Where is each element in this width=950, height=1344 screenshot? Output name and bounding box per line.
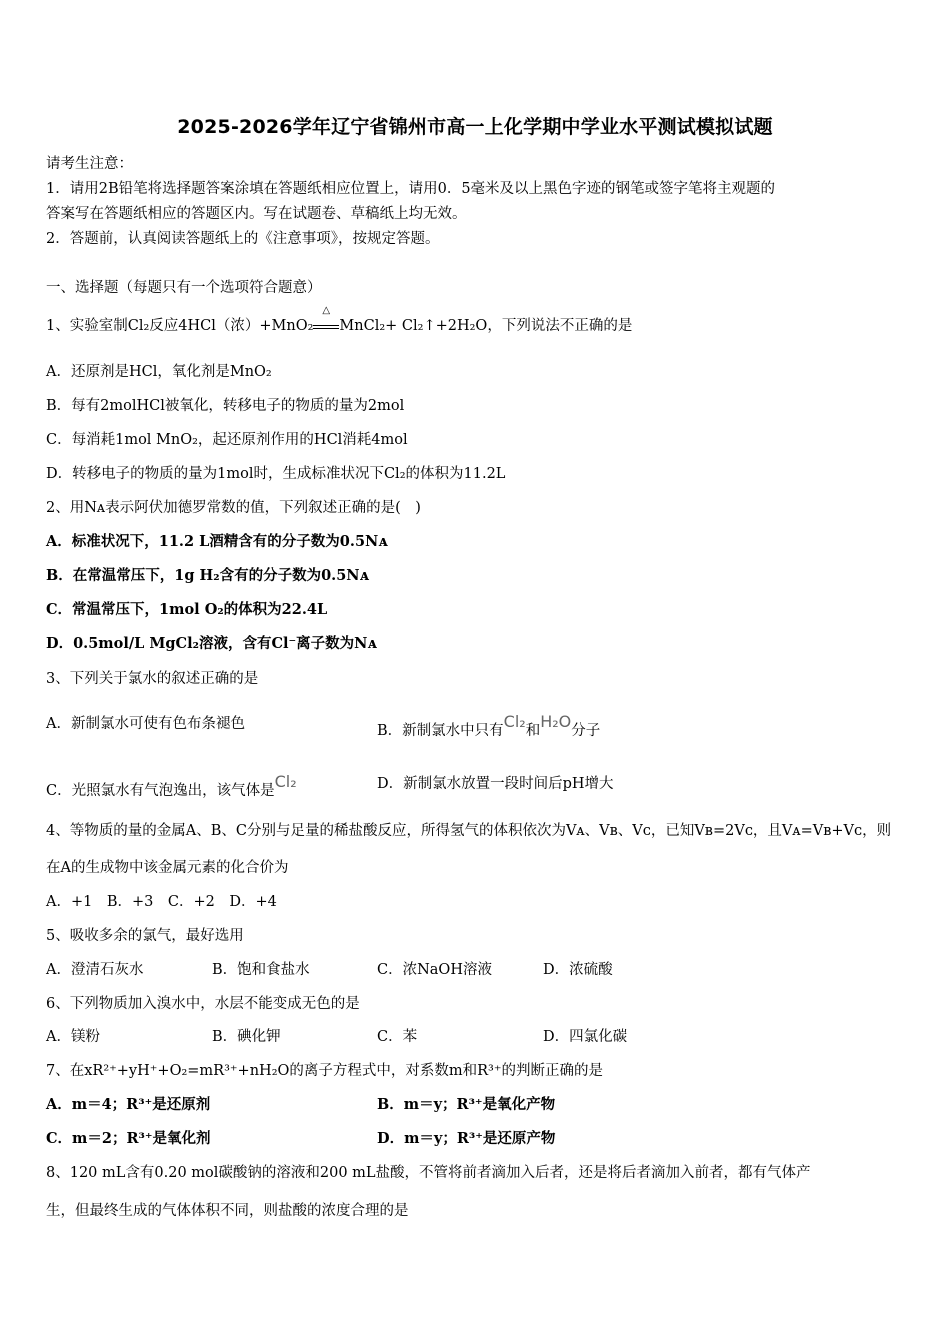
question-4-stem-a: 4、等物质的量的金属A、B、C分别与足量的稀盐酸反应，所得氢气的体积依次为Vᴀ、Vʙ、Vᴄ，已知Vʙ=2Vᴄ，且Vᴀ=Vʙ+Vᴄ，则	[46, 823, 892, 839]
question-3-stem: 3、下列关于氯水的叙述正确的是	[46, 671, 259, 687]
question-6-option-c: C．苯	[377, 1029, 418, 1045]
page-title: 2025-2026学年辽宁省锦州市高一上化学期中学业水平测试模拟试题	[177, 116, 773, 138]
question-4-options: A．+1 B．+3 C．+2 D．+4	[46, 894, 277, 910]
question-6-option-b: B．碘化钾	[212, 1029, 281, 1045]
question-5-option-c: C．浓NaOH溶液	[377, 962, 492, 978]
question-7-option-a: A．m＝4；R³⁺是还原剂	[46, 1096, 211, 1113]
question-1-stem	[46, 305, 633, 335]
question-8-stem-a: 8、120 mL含有0.20 mol碳酸钠的溶液和200 mL盐酸，不管将前者滴加入后者，还是将后者滴加入前者，都有气体产	[46, 1165, 811, 1181]
notice-heading: 请考生注意：	[46, 156, 133, 172]
question-5-option-d: D．浓硫酸	[543, 962, 613, 978]
question-7-option-b: B．m＝y；R³⁺是氧化产物	[377, 1096, 556, 1113]
question-2-option-d: D．0.5mol/L MgCl₂溶液，含有Cl⁻离子数为Nᴀ	[46, 635, 377, 652]
question-2-stem: 2、用Nᴀ表示阿伏加德罗常数的值，下列叙述正确的是( )	[46, 500, 421, 516]
question-1-option-d: D．转移电子的物质的量为1mol时，生成标准状况下Cl₂的体积为11.2L	[46, 466, 506, 482]
question-8-stem-b: 生，但最终生成的气体体积不同，则盐酸的浓度合理的是	[46, 1203, 409, 1219]
question-5-stem: 5、吸收多余的氯气，最好选用	[46, 928, 244, 944]
chlorine-formula: Cl₂	[503, 712, 526, 731]
conjunction: 和	[525, 723, 541, 739]
question-7-stem: 7、在xR²⁺+yH⁺+O₂=mR³⁺+nH₂O的离子方程式中，对系数m和R³⁺的判断正确的是	[46, 1063, 604, 1079]
notice-item-1a: 1．请用2B铅笔将选择题答案涂填在答题纸相应位置上，请用0．5毫米及以上黑色字迹的钢笔或签字笔将主观题的	[46, 181, 776, 197]
question-1-option-a: A．还原剂是HCl，氧化剂是MnO₂	[46, 364, 272, 380]
heat-symbol: △	[322, 305, 331, 316]
notice-item-1b: 答案写在答题纸相应的答题区内。写在试题卷、草稿纸上均无效。	[46, 206, 467, 222]
question-7-option-c: C．m＝2；R³⁺是氧化剂	[46, 1130, 211, 1147]
question-3-option-a: A．新制氯水可使有色布条褪色	[46, 716, 245, 732]
question-6-option-a: A．镁粉	[46, 1029, 100, 1045]
question-4-stem-b: 在A的生成物中该金属元素的化合价为	[46, 860, 289, 876]
question-3-option-b-tail: 分子	[571, 723, 601, 739]
question-1-option-c: C．每消耗1mol MnO₂，起还原剂作用的HCl消耗4mol	[46, 432, 408, 448]
question-2-option-a: A．标准状况下，11.2 L酒精含有的分子数为0.5Nᴀ	[46, 533, 388, 550]
chlorine-formula: Cl₂	[274, 772, 297, 791]
question-6-option-d: D．四氯化碳	[543, 1029, 628, 1045]
question-5-option-a: A．澄清石灰水	[46, 962, 144, 978]
question-3-option-d: D．新制氯水放置一段时间后pH增大	[377, 776, 614, 792]
question-7-option-d: D．m＝y；R³⁺是还原产物	[377, 1130, 556, 1147]
notice-item-2: 2．答题前，认真阅读答题纸上的《注意事项》，按规定答题。	[46, 231, 440, 247]
question-1-stem-part-b: MnCl₂+ Cl₂↑+2H₂O，下列说法不正确的是	[339, 318, 633, 334]
question-3-option-b	[377, 712, 600, 740]
question-5-option-b: B．饱和食盐水	[212, 962, 310, 978]
question-3-option-b-text: B．新制氯水中只有	[377, 723, 504, 739]
question-6-stem: 6、下列物质加入溴水中，水层不能变成无色的是	[46, 996, 360, 1012]
question-2-option-b: B．在常温常压下，1g H₂含有的分子数为0.5Nᴀ	[46, 567, 369, 584]
section-heading: 一、选择题（每题只有一个选项符合题意）	[46, 280, 322, 296]
reaction-heat-sign	[313, 305, 339, 331]
question-1-stem-part-a: 1、实验室制Cl₂反应4HCl（浓）+MnO₂	[46, 318, 314, 334]
question-3-option-c-text: C．光照氯水有气泡逸出，该气体是	[46, 783, 275, 799]
question-3-option-c	[46, 772, 297, 800]
water-formula: H₂O	[540, 712, 572, 731]
question-1-option-b: B．每有2molHCl被氧化，转移电子的物质的量为2mol	[46, 398, 405, 414]
question-2-option-c: C．常温常压下，1mol O₂的体积为22.4L	[46, 601, 328, 618]
